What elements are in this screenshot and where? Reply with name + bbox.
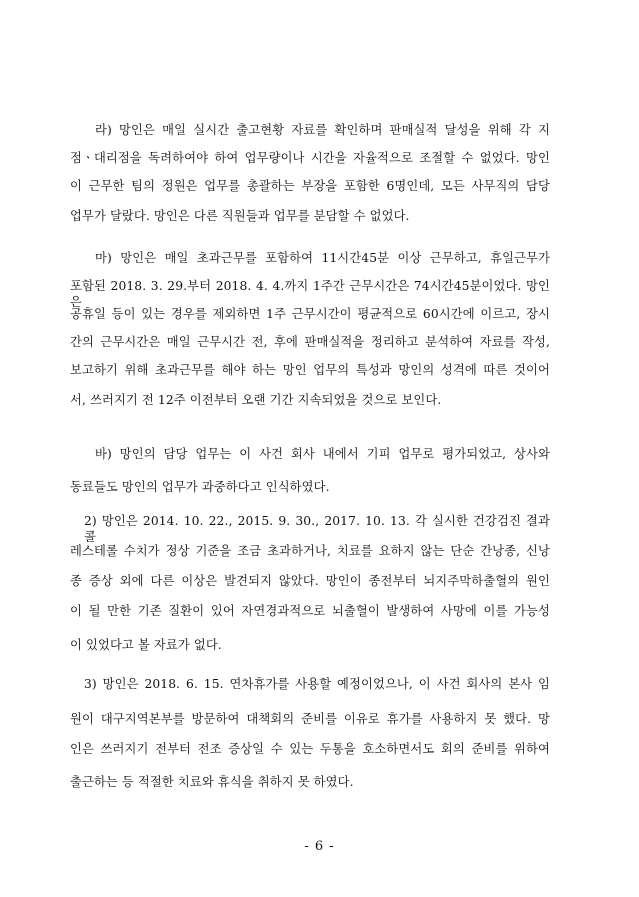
text-line: 서, 쓰러지기 전 12주 이전부터 오랜 기간 지속되었을 것으로 보인다. [70,393,442,407]
text-line: 업무가 달랐다. 망인은 다른 직원들과 업무를 분담할 수 없었다. [70,209,410,223]
text-line: 간의 근무시간은 매일 근무시간 전, 후에 판매실적을 정리하고 분석하여 자료를 작성, [70,335,550,349]
text-line: 출근하는 등 적절한 치료와 휴식을 취하지 못 하였다. [70,775,354,789]
text-line: 동료들도 망인의 업무가 과중하다고 인식하였다. [70,480,330,494]
text-line: 마) 망인은 매일 초과근무를 포함하여 11시간45분 이상 근무하고, 휴일근무가 [95,251,550,265]
text-line: 라) 망인은 매일 실시간 출고현황 자료를 확인하며 판매실적 달성을 위해 각 지 [95,123,550,137]
text-line: 종 증상 외에 다른 이상은 발견되지 않았다. 망인이 종전부터 뇌지주막하출혈의 원인 [70,574,550,588]
text-line: 바) 망인의 담당 업무는 이 사건 회사 내에서 기피 업무로 평가되었고, 상사와 [95,447,550,461]
text-line: 2) 망인은 2014. 10. 22., 2015. 9. 30., 2017. 10. 13. 각 실시한 건강검진 결과 콜 [84,514,550,544]
text-line: 이 있었다고 볼 자료가 없다. [70,638,222,652]
text-line: 인은 쓰러지기 전부터 전조 증상일 수 있는 두통을 호소하면서도 회의 준비를 위하여 [70,742,550,756]
text-line: 원이 대구지역본부를 방문하여 대책회의 준비를 이유로 휴가를 사용하지 못 했다. 망 [70,712,550,726]
text-line: 공휴일 등이 있는 경우를 제외하면 1주 근무시간이 평균적으로 60시간에 이르고, 장시 [70,307,550,321]
text-line: 점ㆍ대리점을 독려하여야 하여 업무량이나 시간을 자율적으로 조절할 수 없었다. 망인 [70,151,550,165]
page-number: - 6 - [304,839,335,854]
text-line: 레스테롤 수치가 정상 기준을 조금 초과하거나, 치료를 요하지 않는 단순 간낭종, 신낭 [70,544,550,558]
text-line: 3) 망인은 2018. 6. 15. 연차휴가를 사용할 예정이었으나, 이 사건 회사의 본사 임 [84,677,550,691]
text-line: 보고하기 위해 초과근무를 해야 하는 망인 업무의 특성과 망인의 성격에 따른 것이어 [70,363,550,377]
text-line: 이 근무한 팀의 정원은 업무를 총괄하는 부장을 포함한 6명인데, 모든 사무직의 담당 [70,179,550,193]
text-line: 이 될 만한 기존 질환이 있어 자연경과적으로 뇌출혈이 발생하여 사망에 이를 가능성 [70,604,550,618]
text-line: 포함된 2018. 3. 29.부터 2018. 4. 4.까지 1주간 근무시간은 74시간45분이었다. 망인은 [70,279,550,309]
